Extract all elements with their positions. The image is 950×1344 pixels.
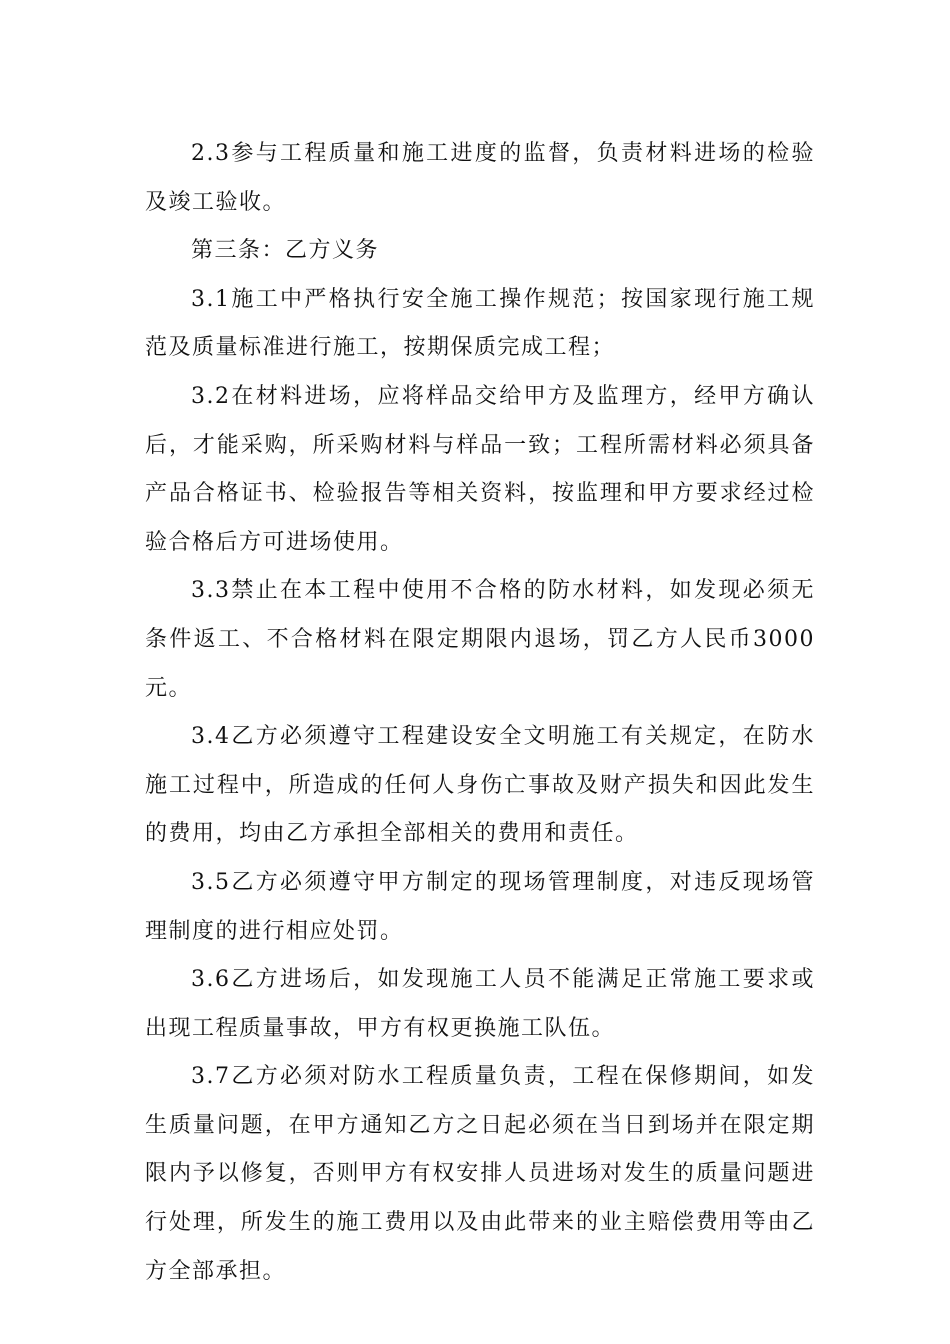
document-body <box>145 130 815 1296</box>
clause-3-7: 3.7乙方必须对防水工程质量负责，工程在保修期间，如发生质量问题，在甲方通知乙方之日起必须在当日到场并在限定期限内予以修复，否则甲方有权安排人员进场对发生的质量问题进行处理，所发生的施工费用以及由此带来的业主赔偿费用等由乙方全部承担。 <box>145 1064 815 1284</box>
clause-2-3: 2.3参与工程质量和施工进度的监督，负责材料进场的检验及竣工验收。 <box>145 141 815 215</box>
section-heading-article-3: 第三条：乙方义务 <box>191 238 380 264</box>
clause-3-3: 3.3禁止在本工程中使用不合格的防水材料，如发现必须无条件返工、不合格材料在限定期限内退场，罚乙方人民币3000元。 <box>145 578 815 701</box>
clause-3-6: 3.6乙方进场后，如发现施工人员不能满足正常施工要求或出现工程质量事故，甲方有权更换施工队伍。 <box>145 967 815 1041</box>
clause-3-5: 3.5乙方必须遵守甲方制定的现场管理制度，对违反现场管理制度的进行相应处罚。 <box>145 869 815 944</box>
clause-3-1: 3.1施工中严格执行安全施工操作规范；按国家现行施工规范及质量标准进行施工，按期保质完成工程； <box>145 286 815 361</box>
clause-3-2: 3.2在材料进场，应将样品交给甲方及监理方，经甲方确认后，才能采购，所采购材料与样品一致；工程所需材料必须具备产品合格证书、检验报告等相关资料，按监理和甲方要求经过检验合格后方可进场使用。 <box>145 383 815 555</box>
clause-3-4: 3.4乙方必须遵守工程建设安全文明施工有关规定，在防水施工过程中，所造成的任何人身伤亡事故及财产损失和因此发生的费用，均由乙方承担全部相关的费用和责任。 <box>145 724 815 847</box>
